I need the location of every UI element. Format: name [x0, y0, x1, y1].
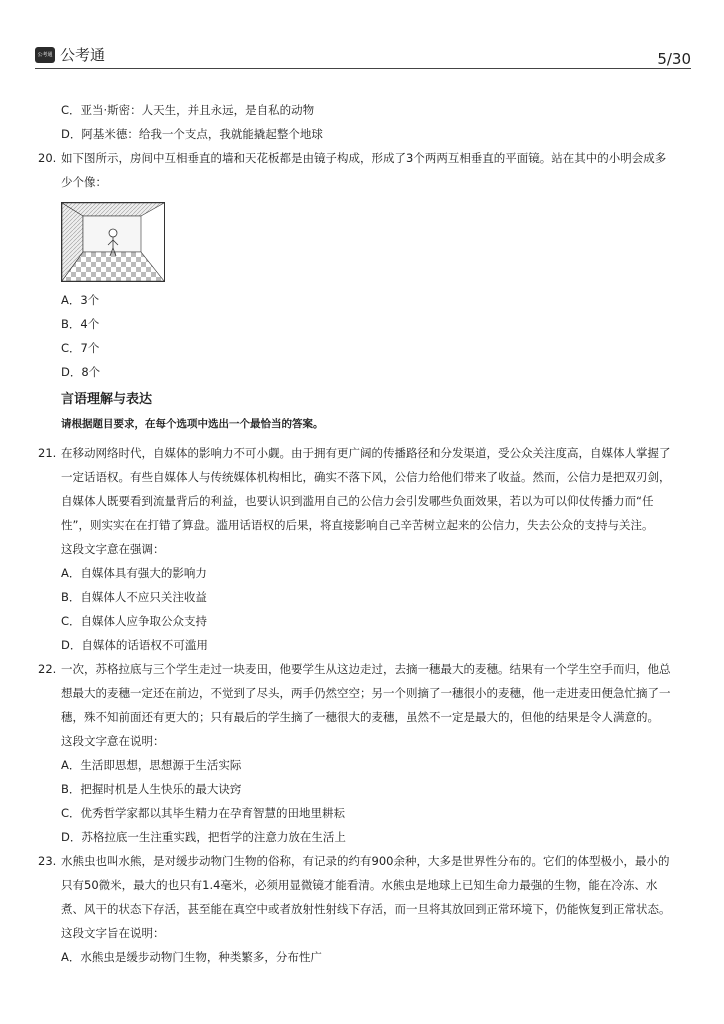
- question-number: 23.: [38, 854, 57, 868]
- question-text-line: 如下图所示，房间中互相垂直的墙和天花板都是由镜子构成，形成了3个两两互相垂直的平面镜。站在其中的小明会成多: [61, 151, 667, 165]
- q20-option-a: A．3个: [61, 293, 100, 307]
- question-text-line: 一定话语权。有些自媒体人与传统媒体机构相比，确实不落下风，公信力给他们带来了收益。然而，公信力是把双刃剑，: [61, 470, 671, 484]
- section-title: 言语理解与表达: [61, 392, 153, 407]
- question-prompt: 这段文字旨在说明：: [61, 926, 165, 940]
- section-instruction: 请根据题目要求，在每个选项中选出一个最恰当的答案。: [61, 418, 324, 430]
- question-prompt: 这段文字意在说明：: [61, 734, 165, 748]
- q21-option-a: A．自媒体具有强大的影响力: [61, 566, 207, 580]
- mirror-room-figure: [61, 202, 165, 282]
- page-number: 5/30: [657, 50, 691, 68]
- question-text-line: 穗，殊不知前面还有更大的；只有最后的学生摘了一穗很大的麦穗，虽然不一定是最大的，但他的结果是令人满意的。: [61, 710, 659, 724]
- q19-option-c: C．亚当·斯密：人天生，并且永远，是自私的动物: [61, 103, 315, 117]
- q20-option-d: D．8个: [61, 365, 101, 379]
- mirror-room-illustration: [61, 202, 165, 282]
- question-text-line: 只有50微米，最大的也只有1.4毫米，必须用显微镜才能看清。水熊虫是地球上已知生命力最强的生物，能在冷冻、水: [61, 878, 658, 892]
- q22-option-b: B．把握时机是人生快乐的最大诀窍: [61, 782, 242, 796]
- question-number: 20.: [38, 151, 57, 165]
- question-text-line: 煮、风干的状态下存活，甚至能在真空中或者放射性射线下存活，而一旦将其放回到正常环境下，仍能恢复到正常状态。: [61, 902, 671, 916]
- q19-option-d: D．阿基米德：给我一个支点，我就能撬起整个地球: [61, 127, 323, 141]
- question-text-line: 在移动网络时代，自媒体的影响力不可小觑。由于拥有更广阔的传播路径和分发渠道，受公众关注度高，自媒体人掌握了: [61, 446, 671, 460]
- q22-option-c: C．优秀哲学家都以其毕生精力在孕育智慧的田地里耕耘: [61, 806, 346, 820]
- question-text-line: 水熊虫也叫水熊，是对缓步动物门生物的俗称，有记录的约有900余种，大多是世界性分布的。它们的体型极小，最小的: [61, 854, 670, 868]
- logo: [35, 44, 105, 65]
- question-22: [38, 657, 690, 681]
- page-header: [35, 40, 691, 70]
- question-20: [38, 146, 690, 170]
- question-text-line: 想最大的麦穗一定还在前边，不觉到了尽头，两手仍然空空；另一个则摘了一穗很小的麦穗，他一走进麦田便急忙摘了一: [61, 686, 671, 700]
- question-prompt: 这段文字意在强调：: [61, 542, 165, 556]
- q21-option-d: D．自媒体的话语权不可滥用: [61, 638, 208, 652]
- question-21: [38, 441, 690, 465]
- q21-option-b: B．自媒体人不应只关注收益: [61, 590, 207, 604]
- question-text-line: 自媒体人既要看到流量背后的利益，也要认识到滥用自己的公信力会引发哪些负面效果，若以为可以仰仗传播力而“任: [61, 494, 654, 508]
- question-text-line: 性”，则实实在在打错了算盘。滥用话语权的后果，将直接影响自己辛苦树立起来的公信力，失去公众的支持与关注。: [61, 518, 654, 532]
- q21-option-c: C．自媒体人应争取公众支持: [61, 614, 208, 628]
- document-body: [38, 98, 690, 969]
- question-number: 22.: [38, 662, 57, 676]
- header-divider: [35, 68, 691, 69]
- question-23: [38, 849, 690, 873]
- question-text-line: 一次，苏格拉底与三个学生走过一块麦田，他要学生从这边走过，去摘一穗最大的麦穗。结果有一个学生空手而归，他总: [61, 662, 671, 676]
- question-number: 21.: [38, 446, 57, 460]
- logo-text: 公考通: [60, 46, 106, 64]
- q20-option-c: C．7个: [61, 341, 100, 355]
- q22-option-d: D．苏格拉底一生注重实践，把哲学的注意力放在生活上: [61, 830, 346, 844]
- question-text-line: 少个像：: [61, 175, 107, 189]
- q20-option-b: B．4个: [61, 317, 100, 331]
- logo-mark-icon: 公考通: [35, 47, 55, 63]
- q23-option-a: A．水熊虫是缓步动物门生物，种类繁多，分布性广: [61, 950, 322, 964]
- q22-option-a: A．生活即思想，思想源于生活实际: [61, 758, 242, 772]
